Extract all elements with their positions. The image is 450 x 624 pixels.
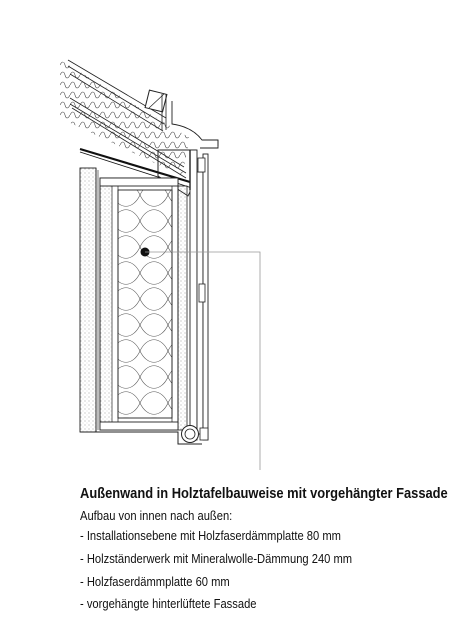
caption-intro: Aufbau von innen nach außen: xyxy=(80,508,233,523)
mineral-wool-insulation xyxy=(118,190,172,418)
layer-item: - Holzständerwerk mit Mineralwolle-Dämmung 240 mm xyxy=(80,550,353,566)
layer-list xyxy=(80,528,390,613)
layer-item: - vorgehängte hinterlüftete Fassade xyxy=(80,596,257,612)
timber-frame xyxy=(100,178,178,430)
layer-item: - Installationsebene mit Holzfaserdämmplatte 80 mm xyxy=(80,528,341,543)
installation-layer xyxy=(80,168,96,432)
drain-pipe xyxy=(182,426,199,443)
caption xyxy=(80,484,448,619)
ventilated-facade xyxy=(190,150,208,440)
wood-fiber-board-outer xyxy=(178,186,187,430)
layer-item: - Holzfaserdämmplatte 60 mm xyxy=(80,573,230,589)
caption-title: Außenwand in Holztafelbauweise mit vorgehängter Fassade xyxy=(80,485,448,502)
